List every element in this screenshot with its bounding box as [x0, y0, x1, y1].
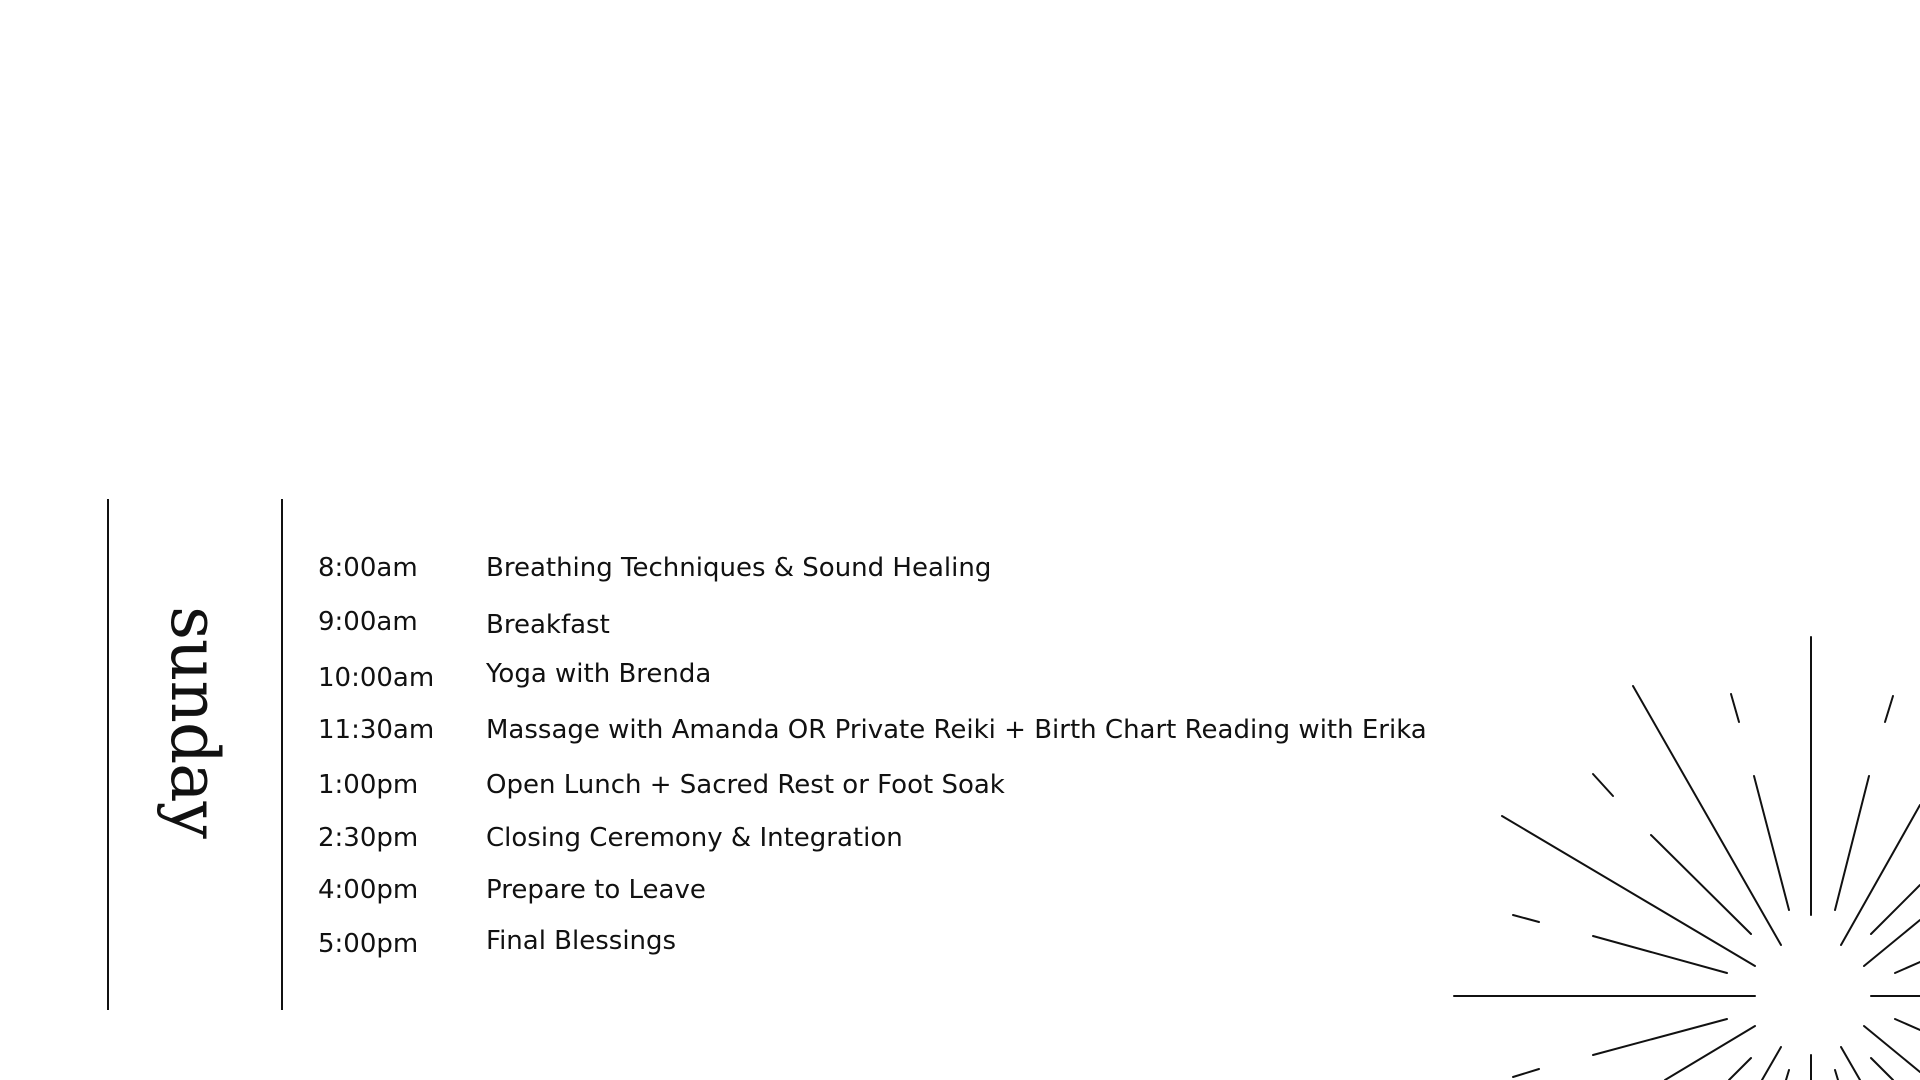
burst-ray — [1665, 1026, 1755, 1080]
schedule-activity: Yoga with Brenda — [486, 659, 712, 689]
burst-ray — [1593, 936, 1727, 973]
schedule-time: 8:00am — [318, 553, 418, 583]
schedule-time: 4:00pm — [318, 875, 419, 905]
burst-ray — [1864, 1026, 1920, 1072]
burst-ray — [1835, 776, 1869, 910]
burst-ray — [1513, 915, 1539, 922]
burst-ray — [1651, 835, 1751, 934]
burst-ray — [1786, 1070, 1789, 1080]
burst-ray — [1754, 776, 1789, 910]
burst-ray — [1871, 1058, 1893, 1080]
burst-ray — [1731, 694, 1739, 722]
burst-ray — [1502, 816, 1755, 966]
burst-ray — [1835, 1070, 1838, 1080]
burst-ray — [1513, 1069, 1539, 1077]
schedule-time: 9:00am — [318, 607, 418, 637]
schedule-activity: Breathing Techniques & Sound Healing — [486, 553, 992, 583]
burst-ray — [1593, 1019, 1727, 1055]
burst-ray — [1895, 962, 1920, 973]
burst-ray — [1593, 774, 1613, 796]
burst-ray — [1729, 1058, 1751, 1080]
schedule-time: 11:30am — [318, 715, 435, 745]
burst-ray — [1762, 1047, 1781, 1080]
schedule-activity: Massage with Amanda OR Private Reiki + Birth Chart Reading with Erika — [486, 715, 1427, 745]
schedule-activity: Closing Ceremony & Integration — [486, 823, 903, 853]
schedule-activity: Prepare to Leave — [486, 875, 706, 905]
burst-ray — [1895, 1019, 1920, 1030]
schedule-time: 10:00am — [318, 663, 435, 693]
burst-ray — [1841, 1047, 1860, 1080]
schedule-time: 5:00pm — [318, 929, 419, 959]
schedule-activity: Breakfast — [486, 610, 610, 640]
schedule-time: 1:00pm — [318, 770, 419, 800]
schedule-activity: Open Lunch + Sacred Rest or Foot Soak — [486, 770, 1005, 800]
day-title: sunday — [156, 606, 233, 838]
burst-ray — [1864, 920, 1920, 966]
burst-ray — [1885, 696, 1893, 722]
schedule-time: 2:30pm — [318, 823, 419, 853]
schedule-activity: Final Blessings — [486, 926, 677, 956]
